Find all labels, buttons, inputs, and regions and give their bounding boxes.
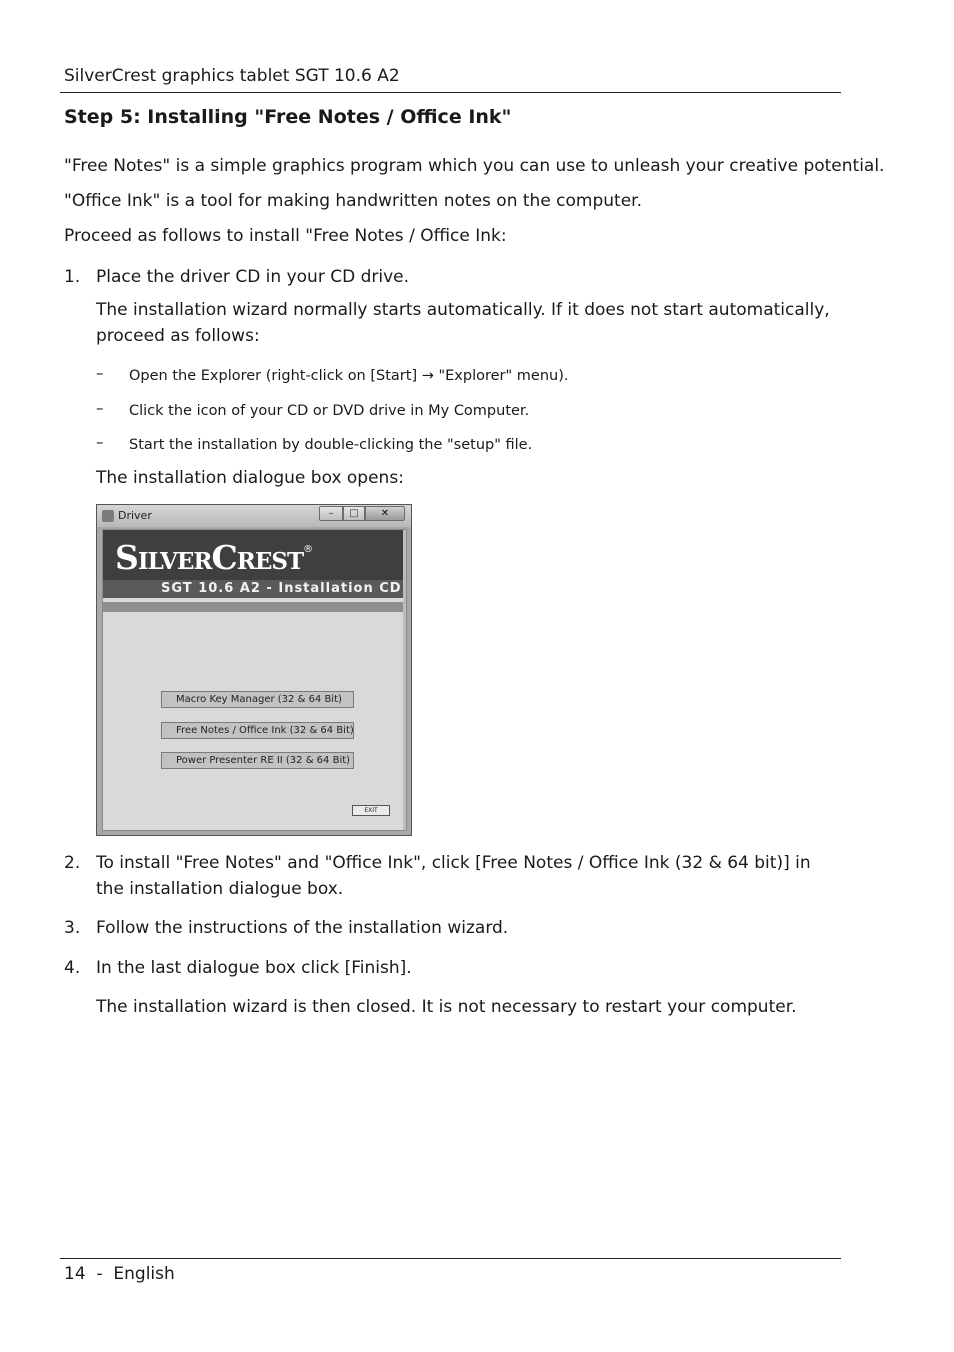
step-number-1: 1. (64, 267, 81, 287)
silvercrest-logo (115, 538, 312, 577)
minimize-button[interactable]: – (319, 506, 343, 521)
step-number-3: 3. (64, 918, 81, 938)
subtitle-bar (103, 580, 406, 598)
dialog-intro: The installation dialogue box opens: (96, 468, 404, 488)
dialog-edge (403, 530, 406, 830)
intro-paragraph-3: Proceed as follows to install "Free Notes / Office Ink: (64, 226, 507, 246)
step-text-2: To install "Free Notes" and "Office Ink", click [Free Notes / Office Ink (32 & 64 bit)] in the installation dialogue box. (96, 853, 811, 899)
dash-bullet-2: – (96, 399, 104, 417)
registered-mark: ® (303, 544, 313, 555)
app-icon (102, 510, 114, 522)
dialog-window-title: Driver (118, 509, 152, 522)
macro-key-manager-button[interactable]: Macro Key Manager (32 & 64 Bit) (161, 691, 354, 708)
intro-paragraph-1: "Free Notes" is a simple graphics program which you can use to unleash your creative potential. (64, 156, 885, 176)
dialog-titlebar (97, 505, 411, 527)
power-presenter-button[interactable]: Power Presenter RE II (32 & 64 Bit) (161, 752, 354, 769)
footer-rule (60, 1258, 841, 1259)
window-controls (319, 506, 405, 521)
close-button[interactable]: ✕ (365, 506, 405, 521)
step-text-4: In the last dialogue box click [Finish]. (96, 958, 412, 978)
intro-paragraph-2: "Office Ink" is a tool for making handwritten notes on the computer. (64, 191, 643, 211)
free-notes-office-ink-button[interactable]: Free Notes / Office Ink (32 & 64 Bit) (161, 722, 354, 739)
substep-2: Click the icon of your CD or DVD drive in My Computer. (129, 403, 530, 419)
step-heading: Step 5: Installing "Free Notes / Office Ink" (64, 106, 512, 128)
dialog-client-area (102, 529, 407, 831)
closing-paragraph: The installation wizard is then closed. It is not necessary to restart your computer. (96, 997, 797, 1017)
silvercrest-banner (103, 530, 406, 612)
substep-1: Open the Explorer (right-click on [Start] → "Explorer" menu). (129, 368, 569, 384)
step1-note: The installation wizard normally starts automatically. If it does not start automatically, proceed as follows: (96, 300, 830, 346)
exit-button[interactable]: EXIT (352, 805, 390, 816)
step-text-1: Place the driver CD in your CD drive. (96, 267, 410, 287)
substep-3: Start the installation by double-clicking the "setup" file. (129, 437, 533, 453)
banner-stripe (103, 602, 406, 612)
installation-dialog (96, 504, 412, 836)
installation-cd-subtitle: SGT 10.6 A2 - Installation CD (161, 581, 402, 596)
maximize-button[interactable]: □ (343, 506, 365, 521)
dash-bullet-3: – (96, 433, 104, 451)
running-header: SilverCrest graphics tablet SGT 10.6 A2 (64, 66, 400, 86)
header-rule (60, 92, 841, 93)
step-text-3: Follow the instructions of the installation wizard. (96, 918, 509, 938)
page-footer: 14 - English (64, 1264, 175, 1284)
step-number-4: 4. (64, 958, 81, 978)
dash-bullet-1: – (96, 364, 104, 382)
step-number-2: 2. (64, 853, 81, 873)
logo-text: SilverCrest (115, 538, 304, 577)
